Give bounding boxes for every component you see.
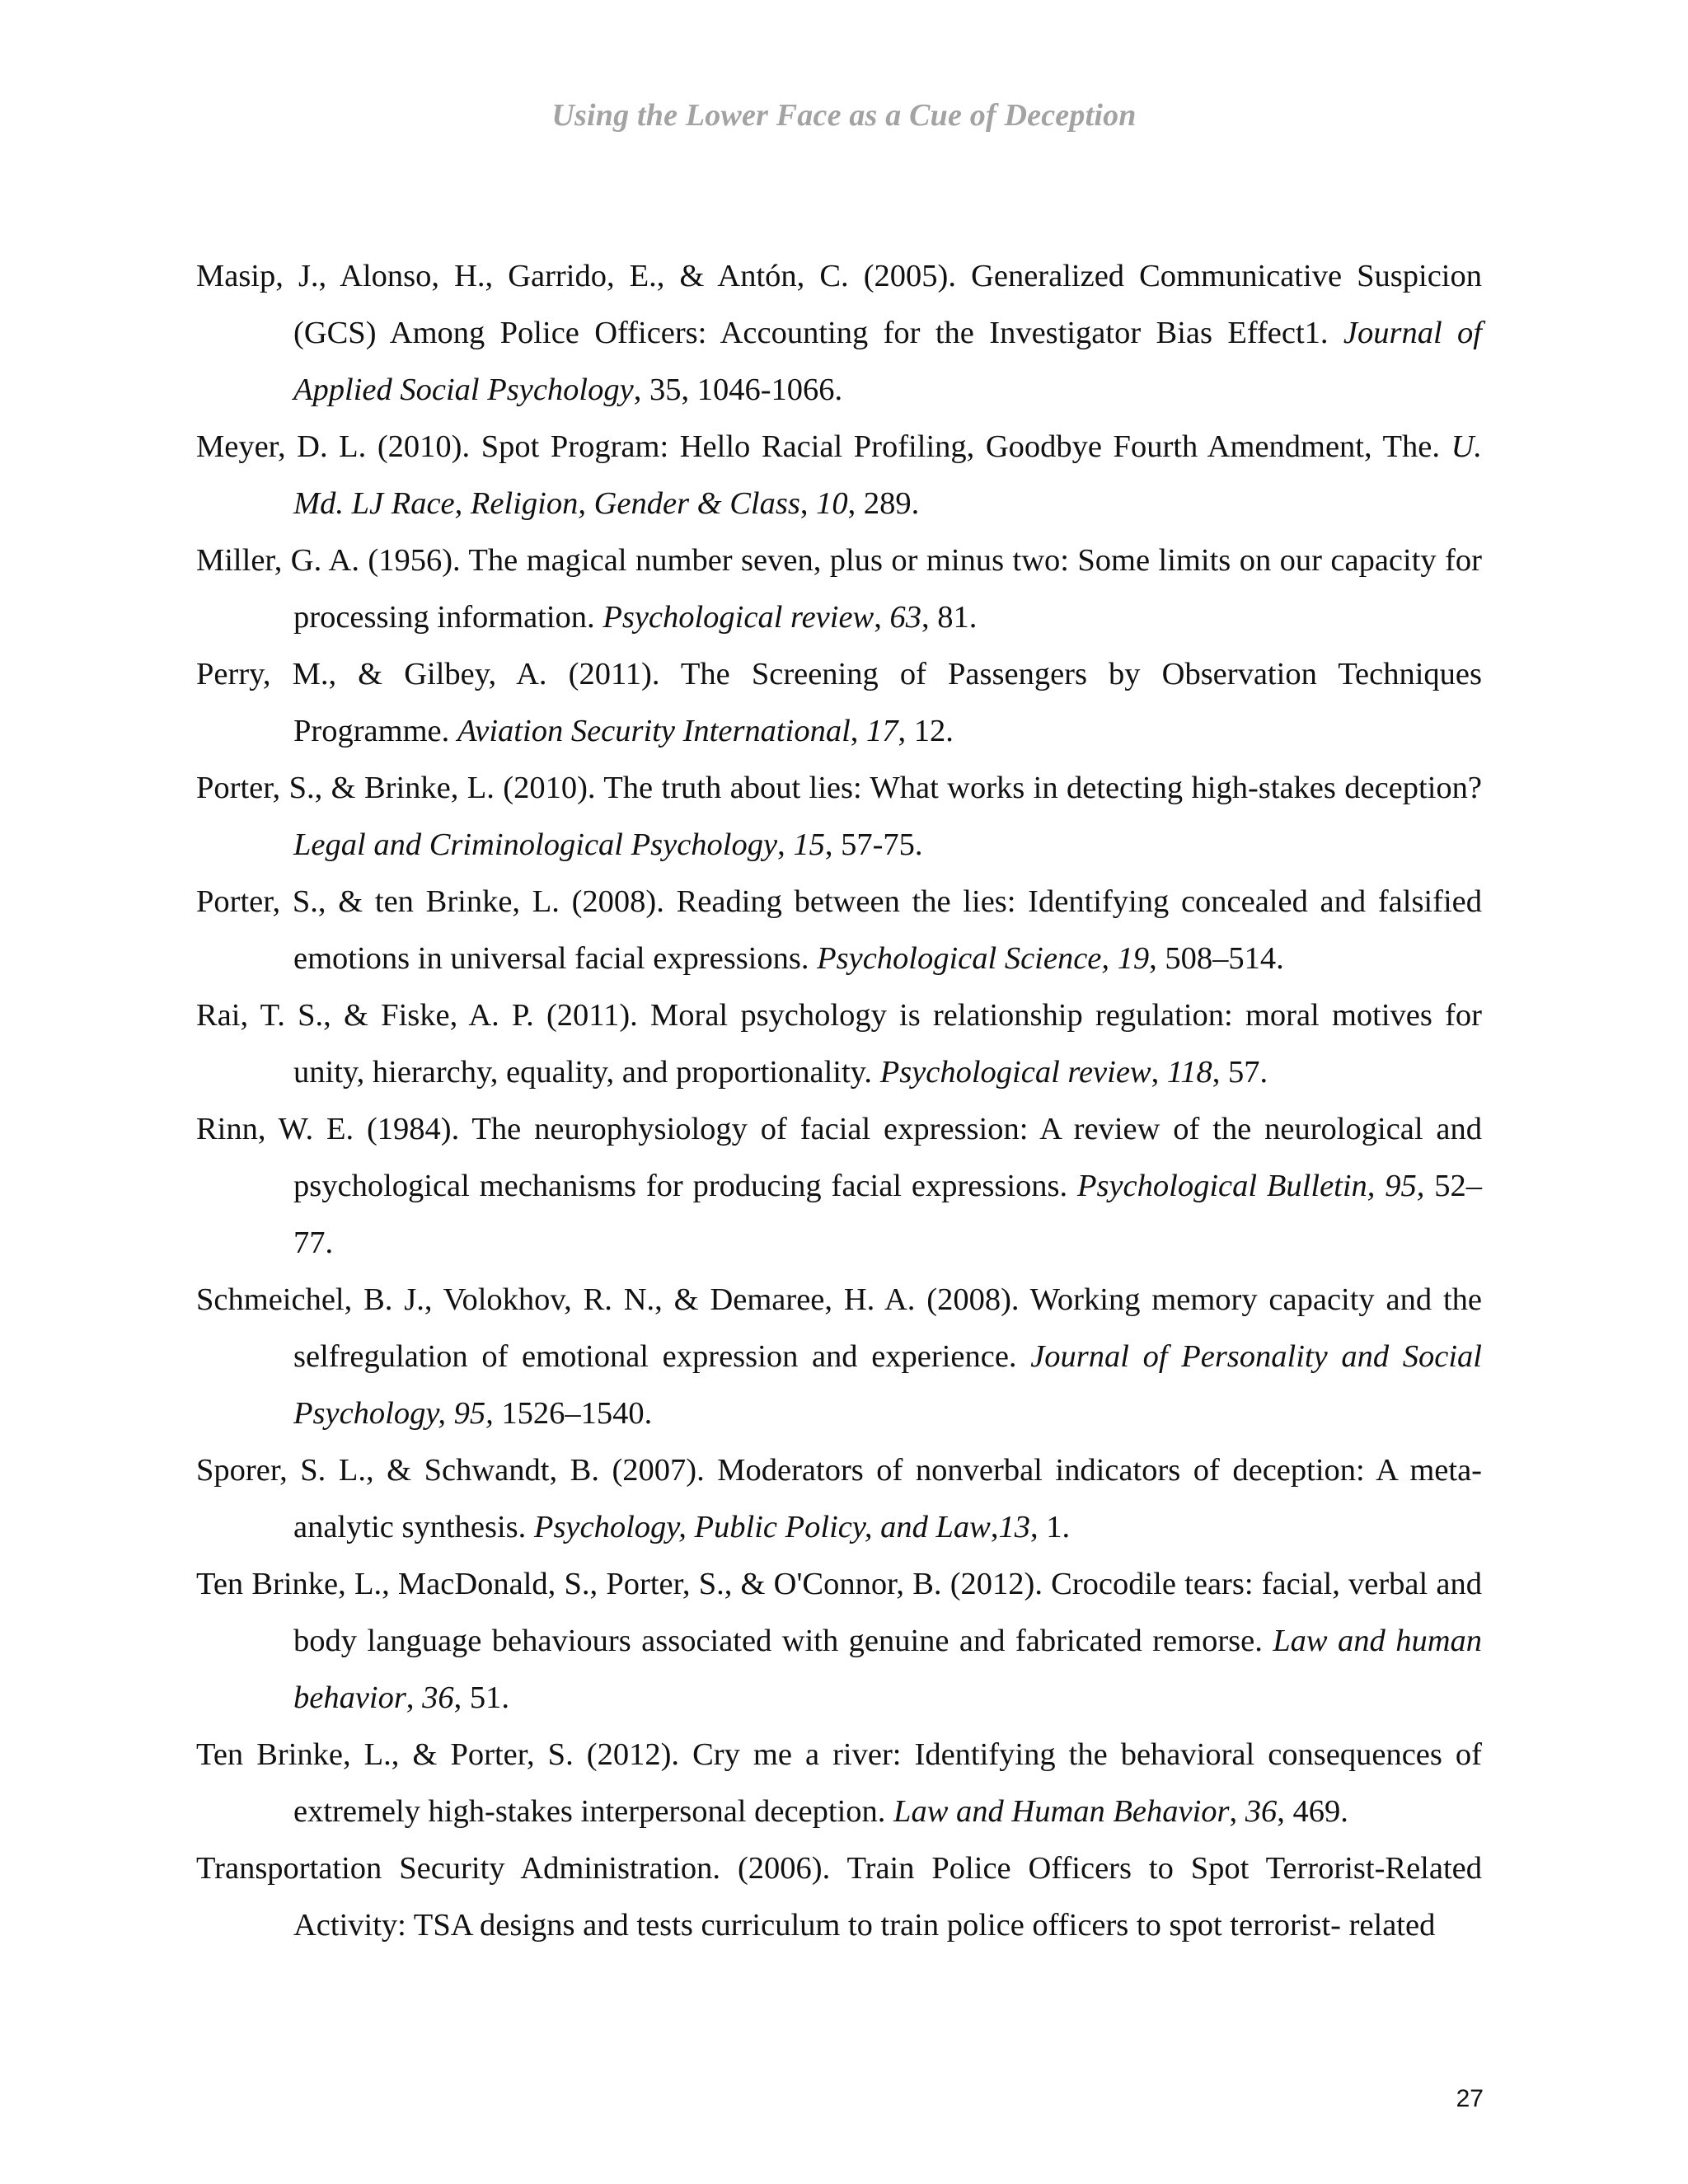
reference-entry-tsa: Transportation Security Administration. (2006). Train Police Officers to Spot Terrorist-Related Activity: TSA designs and tests curriculum to train police officers to spot terrorist- related (196, 1851, 1482, 1943)
reference-entry-masip: Masip, J., Alonso, H., Garrido, E., & Antón, C. (2005). Generalized Communicative Suspicion (GCS) Among Police Officers: Accounting for the Investigator Bias Effect1. Journal of Applied Social Psychology, 35, 1046-1066. (196, 259, 1482, 407)
page-number: 27 (1456, 2085, 1484, 2112)
reference-entry-rinn: Rinn, W. E. (1984). The neurophysiology of facial expression: A review of the neurological and psychological mechanisms for producing facial expressions. Psychological Bulletin, 95, 52–77. (196, 1112, 1482, 1260)
reference-entry-porter-2010: Porter, S., & Brinke, L. (2010). The truth about lies: What works in detecting high-stakes deception? Legal and Criminological Psychology, 15, 57-75. (196, 771, 1482, 862)
reference-list (196, 248, 1482, 1954)
reference-entry-rai: Rai, T. S., & Fiske, A. P. (2011). Moral psychology is relationship regulation: moral motives for unity, hierarchy, equality, and proportionality. Psychological review, 118, 57. (196, 998, 1482, 1090)
running-header-title: Using the Lower Face as a Cue of Deception (551, 98, 1137, 133)
reference-entry-meyer: Meyer, D. L. (2010). Spot Program: Hello Racial Profiling, Goodbye Fourth Amendment, The. U. Md. LJ Race, Religion, Gender & Class, 10, 289. (196, 429, 1482, 521)
reference-entry-porter-2008: Porter, S., & ten Brinke, L. (2008). Reading between the lies: Identifying concealed and falsified emotions in universal facial expressions. Psychological Science, 19, 508–514. (196, 884, 1482, 976)
reference-entry-schmeichel: Schmeichel, B. J., Volokhov, R. N., & Demaree, H. A. (2008). Working memory capacity and the selfregulation of emotional expression and experience. Journal of Personality and Social Psychology, 95, 1526–1540. (196, 1282, 1482, 1431)
reference-entry-ten-brinke-porter: Ten Brinke, L., & Porter, S. (2012). Cry me a river: Identifying the behavioral consequences of extremely high-stakes interpersonal deception. Law and Human Behavior, 36, 469. (196, 1737, 1482, 1829)
reference-entry-ten-brinke-macdonald: Ten Brinke, L., MacDonald, S., Porter, S., & O'Connor, B. (2012). Crocodile tears: facial, verbal and body language behaviours associated with genuine and fabricated remorse. Law and human behavior, 36, 51. (196, 1567, 1482, 1715)
reference-entry-sporer: Sporer, S. L., & Schwandt, B. (2007). Moderators of nonverbal indicators of deception: A meta-analytic synthesis. Psychology, Public Policy, and Law,13, 1. (196, 1453, 1482, 1544)
reference-entry-perry: Perry, M., & Gilbey, A. (2011). The Screening of Passengers by Observation Techniques Programme. Aviation Security International, 17, 12. (196, 657, 1482, 748)
reference-entry-miller: Miller, G. A. (1956). The magical number seven, plus or minus two: Some limits on our capacity for processing information. Psychological review, 63, 81. (196, 543, 1482, 635)
